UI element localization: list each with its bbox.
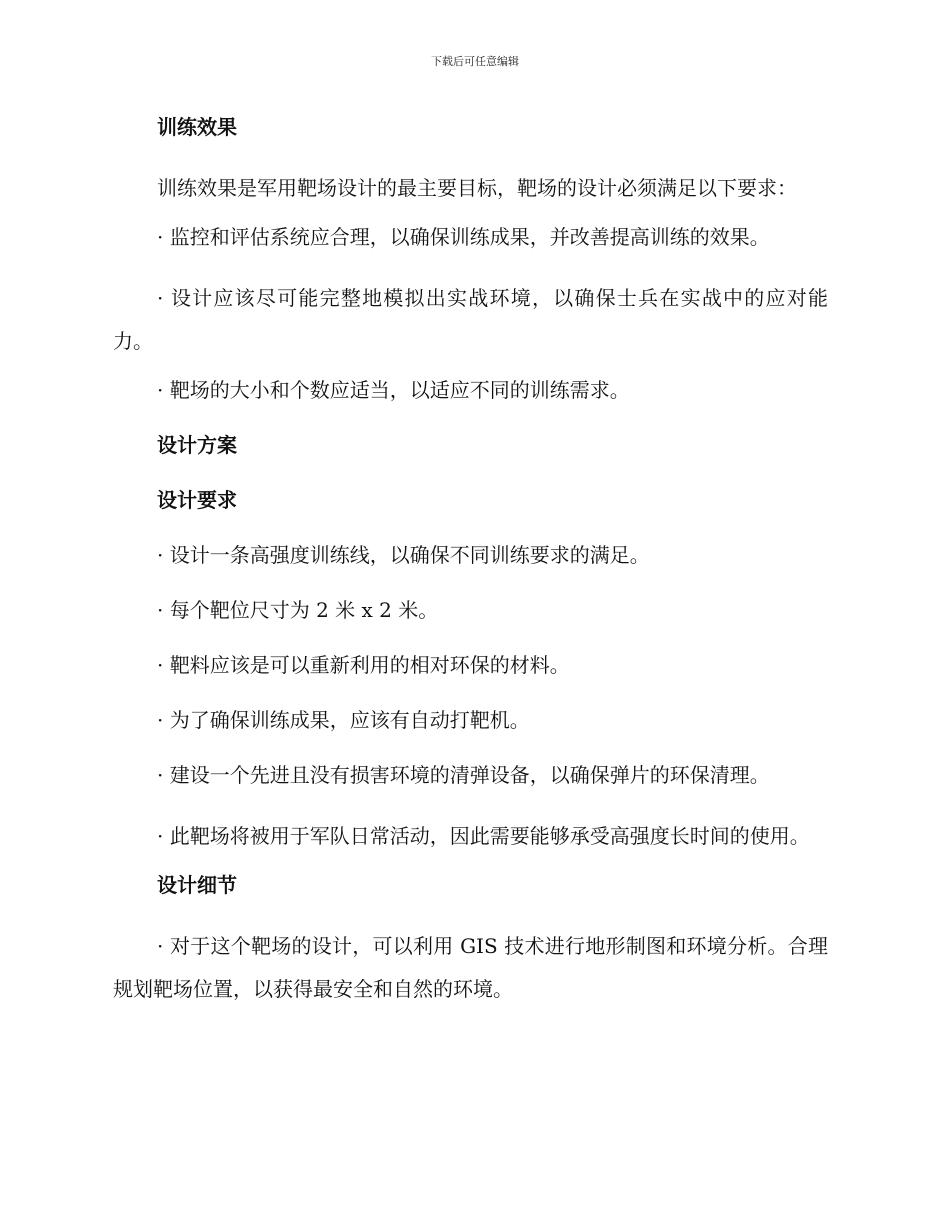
bullet-item: · 监控和评估系统应合理，以确保训练成果，并改善提高训练的效果。 <box>157 225 770 249</box>
bullet-item: · 此靶场将被用于军队日常活动，因此需要能够承受高强度长时间的使用。 <box>157 824 810 848</box>
bullet-item: · 为了确保训练成果，应该有自动打靶机。 <box>157 708 530 732</box>
heading-training-effect: 训练效果 <box>157 115 237 139</box>
bullet-item: · 设计应该尽可能完整地模拟出实战环境，以确保士兵在实战中的应对能力。 <box>113 286 828 353</box>
heading-design-details: 设计细节 <box>157 873 237 897</box>
heading-design-requirements: 设计要求 <box>157 488 237 512</box>
bullet-item: · 建设一个先进且没有损害环境的清弹设备，以确保弹片的环保清理。 <box>157 763 770 787</box>
heading-design-plan: 设计方案 <box>157 433 237 457</box>
bullet-item: · 每个靶位尺寸为 2 米 x 2 米。 <box>157 598 439 622</box>
bullet-item: · 对于这个靶场的设计，可以利用 GIS 技术进行地形制图和环境分析。合理规划靶场位置，以获得最安全和自然的环境。 <box>113 934 828 1001</box>
header-note: 下载后可任意编辑 <box>431 55 519 68</box>
paragraph-training-intro: 训练效果是军用靶场设计的最主要目标，靶场的设计必须满足以下要求： <box>157 176 797 200</box>
bullet-item: · 设计一条高强度训练线，以确保不同训练要求的满足。 <box>157 543 650 567</box>
document-body <box>113 112 828 1023</box>
bullet-item: · 靶料应该是可以重新利用的相对环保的材料。 <box>157 653 570 677</box>
bullet-item: · 靶场的大小和个数应适当，以适应不同的训练需求。 <box>157 378 630 402</box>
